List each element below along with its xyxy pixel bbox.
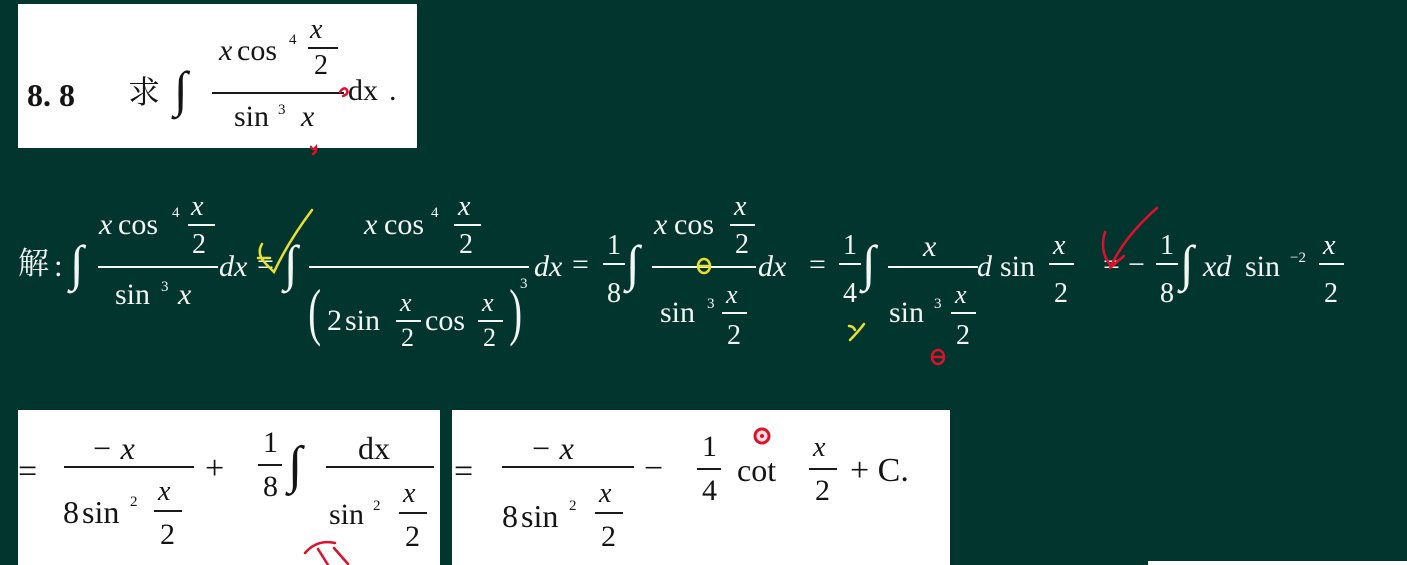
r1-den1-p2: 2 <box>130 494 138 510</box>
s4-den-sin: sin <box>889 296 925 329</box>
r2-den1-8: 8 <box>502 498 518 534</box>
r2-den1-sin: sin <box>521 498 559 534</box>
r2-den1-x: x <box>599 478 612 509</box>
r1-den1-2: 2 <box>160 518 175 551</box>
s1-p3: 3 <box>161 279 169 295</box>
s5-fx: x <box>1323 230 1336 261</box>
problem-frac-2: 2 <box>314 50 328 81</box>
s3-p3: 3 <box>707 296 715 312</box>
problem-frac-x: x <box>310 14 323 45</box>
s2-f2: 2 <box>459 229 473 260</box>
yellow-check-1 <box>258 210 864 340</box>
problem-dx: dx <box>348 74 378 107</box>
s2-two: 2 <box>327 304 342 337</box>
r2-f2: 2 <box>815 474 830 507</box>
s4-num-x: x <box>923 230 937 263</box>
s4-sin: sin <box>1000 250 1036 283</box>
solution-colon: : <box>54 248 63 283</box>
s2-lparen: ( <box>308 276 322 347</box>
r2-fx: x <box>813 432 826 463</box>
s1-num-x: x <box>99 208 113 241</box>
r1-den1-8: 8 <box>63 494 79 530</box>
c2-den: 4 <box>843 278 857 309</box>
problem-den-sin: sin <box>234 100 270 133</box>
c3-num: 1 <box>1160 230 1174 261</box>
s5-integral: ∫ <box>1180 235 1194 291</box>
s3-dx: dx <box>758 250 787 283</box>
r2-c-num: 1 <box>702 430 717 463</box>
s4-integral: ∫ <box>862 235 876 291</box>
s2-ax: x <box>400 288 412 317</box>
r2-c-den: 4 <box>702 474 717 507</box>
r1-num2: dx <box>358 430 390 466</box>
red-tick-problem <box>311 88 348 154</box>
c2-num: 1 <box>843 230 857 261</box>
s1-fx: x <box>191 191 204 222</box>
yellow-theta-mark <box>697 259 711 273</box>
s4-fx: x <box>1053 230 1066 261</box>
problem-num-x: x <box>219 34 233 67</box>
s2-num-cos: cos <box>384 208 424 241</box>
laser-pointer-dot <box>755 429 769 443</box>
s5-xd: xd <box>1203 250 1232 283</box>
s1-num-cos: cos <box>118 208 158 241</box>
s3-den-sin: sin <box>660 296 696 329</box>
s3-dx-x: x <box>726 280 738 309</box>
s2-dx: dx <box>534 250 563 283</box>
s5-f2: 2 <box>1324 278 1338 309</box>
r1-num1: − x <box>91 430 135 466</box>
s2-rparen: ) <box>509 276 523 347</box>
s4-dx-2: 2 <box>956 320 970 351</box>
r2-den1-2: 2 <box>601 520 616 553</box>
s1-dx: dx <box>219 250 248 283</box>
r1-c-num: 1 <box>263 426 278 459</box>
r1-den2-2: 2 <box>405 520 420 553</box>
s2-cos: cos <box>425 304 465 337</box>
s2-p4: 4 <box>431 205 439 221</box>
r1-den2-p2: 2 <box>373 498 381 514</box>
s5-minus: − <box>1128 248 1145 281</box>
problem-num-cos: cos <box>237 34 277 67</box>
c1-num: 1 <box>607 230 621 261</box>
integral-sign: ∫ <box>174 61 188 117</box>
s3-dx-2: 2 <box>727 320 741 351</box>
problem-den-x: x <box>301 100 315 133</box>
r2-cot: cot <box>737 452 777 488</box>
r1-den2-x: x <box>403 478 416 509</box>
s4-dx-x: x <box>955 280 967 309</box>
c1-den: 8 <box>607 278 621 309</box>
red-theta-mark <box>931 350 945 364</box>
s3-fx: x <box>734 191 747 222</box>
s4-equals: = <box>1103 248 1120 281</box>
s2-fx: x <box>458 191 471 222</box>
s4-p3: 3 <box>934 296 942 312</box>
s3-num-x: x <box>654 208 668 241</box>
s5-sin: sin <box>1245 250 1281 283</box>
red-sketch-bottom <box>305 542 348 565</box>
s2-b2: 2 <box>483 323 496 352</box>
s2-sin: sin <box>345 304 381 337</box>
s3-equals: = <box>809 248 826 281</box>
s1-p4: 4 <box>172 205 180 221</box>
s2-num-x: x <box>364 208 378 241</box>
r1-den2-sin: sin <box>329 498 365 531</box>
r1-den1-x: x <box>158 476 171 507</box>
r1-integral: ∫ <box>288 437 303 494</box>
s2-equals: = <box>572 248 589 281</box>
r2-den1-p2: 2 <box>569 498 577 514</box>
r2-plus-c: + C. <box>850 452 909 489</box>
s1-den-x: x <box>178 278 192 311</box>
s2-p3: 3 <box>520 276 528 292</box>
s1-f2: 2 <box>192 229 206 260</box>
problem-power4: 4 <box>289 32 297 48</box>
solution-label: 解 <box>18 246 49 282</box>
r2-num1: − x <box>530 430 574 466</box>
problem-power3: 3 <box>278 102 286 118</box>
r1-den1-sin: sin <box>82 494 120 530</box>
s3-num-cos: cos <box>674 208 714 241</box>
s2-a2: 2 <box>401 323 414 352</box>
problem-prompt: 求 <box>128 74 161 110</box>
r1-c-den: 8 <box>263 470 278 503</box>
s4-f2: 2 <box>1054 278 1068 309</box>
problem-number: 8. 8 <box>27 77 75 113</box>
s2-bx: x <box>482 288 494 317</box>
s1-equals: = <box>257 248 274 281</box>
c3-den: 8 <box>1160 278 1174 309</box>
red-check-2 <box>1103 208 1157 268</box>
problem-period: . <box>389 74 397 107</box>
s1-den-sin: sin <box>115 278 151 311</box>
s4-d: d <box>977 250 992 283</box>
r2-equals: = <box>454 453 474 490</box>
s2-integral: ∫ <box>284 235 298 291</box>
s3-f2: 2 <box>735 229 749 260</box>
r2-minus: − <box>644 450 664 487</box>
s5-pow: −2 <box>1290 250 1306 266</box>
s3-integral: ∫ <box>626 235 640 291</box>
r1-plus: + <box>205 450 225 487</box>
r1-equals: = <box>18 453 38 490</box>
s1-integral: ∫ <box>70 235 84 291</box>
